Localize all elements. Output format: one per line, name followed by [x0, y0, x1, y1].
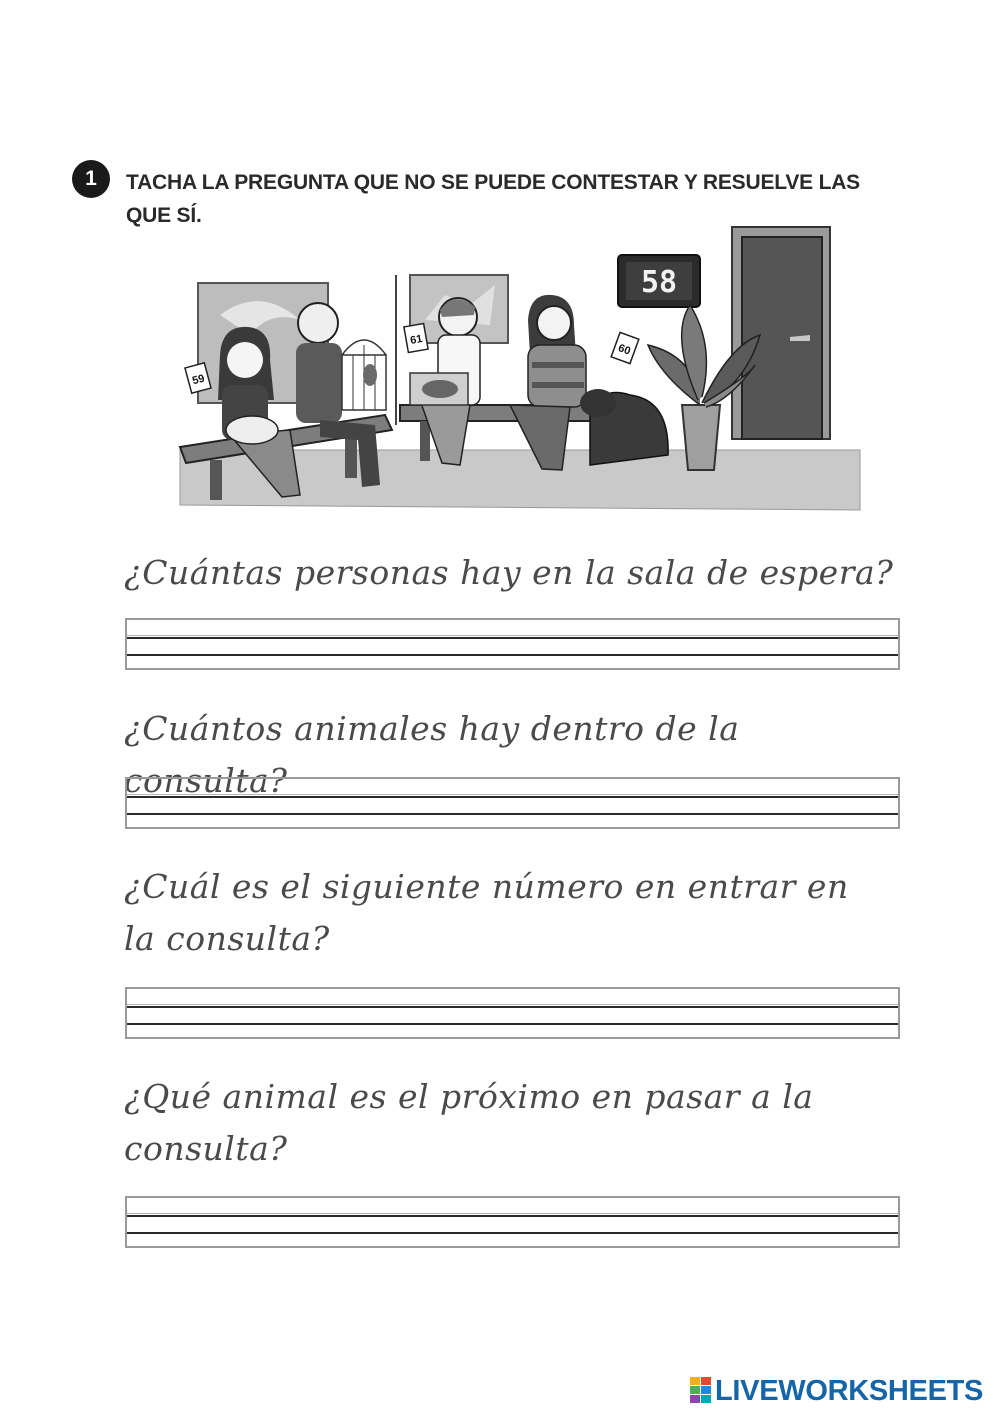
- brand-name: LIVEWORKSHEETS: [715, 1374, 984, 1407]
- answer-field-4[interactable]: [125, 1196, 900, 1248]
- ticket-61: 61: [409, 332, 424, 347]
- turn-counter-display: [618, 255, 700, 307]
- liveworksheets-brand[interactable]: [690, 1374, 983, 1408]
- liveworksheets-logo-icon: [690, 1377, 712, 1405]
- waiting-room-illustration: [170, 225, 870, 515]
- answer-field-3[interactable]: [125, 987, 900, 1039]
- question-1: ¿Cuántas personas hay en la sala de espera?: [124, 553, 894, 592]
- consultation-door: [732, 227, 830, 439]
- turn-counter-number: 58: [640, 265, 678, 300]
- exercise-number: 1: [72, 160, 110, 198]
- question-2: ¿Cuántos animales hay dentro de la consulta?: [124, 709, 740, 800]
- question-4: ¿Qué animal es el próximo en pasar a la consulta?: [124, 1077, 814, 1168]
- exercise-instruction: TACHA LA PREGUNTA QUE NO SE PUEDE CONTESTAR Y RESUELVE LAS QUE SÍ.: [126, 171, 860, 227]
- question-3: ¿Cuál es el siguiente número en entrar en la consulta?: [124, 867, 849, 958]
- ticket-60: 60: [616, 342, 633, 358]
- answer-field-2[interactable]: [125, 777, 900, 829]
- ticket-59: 59: [191, 372, 206, 388]
- answer-field-1[interactable]: [125, 618, 900, 670]
